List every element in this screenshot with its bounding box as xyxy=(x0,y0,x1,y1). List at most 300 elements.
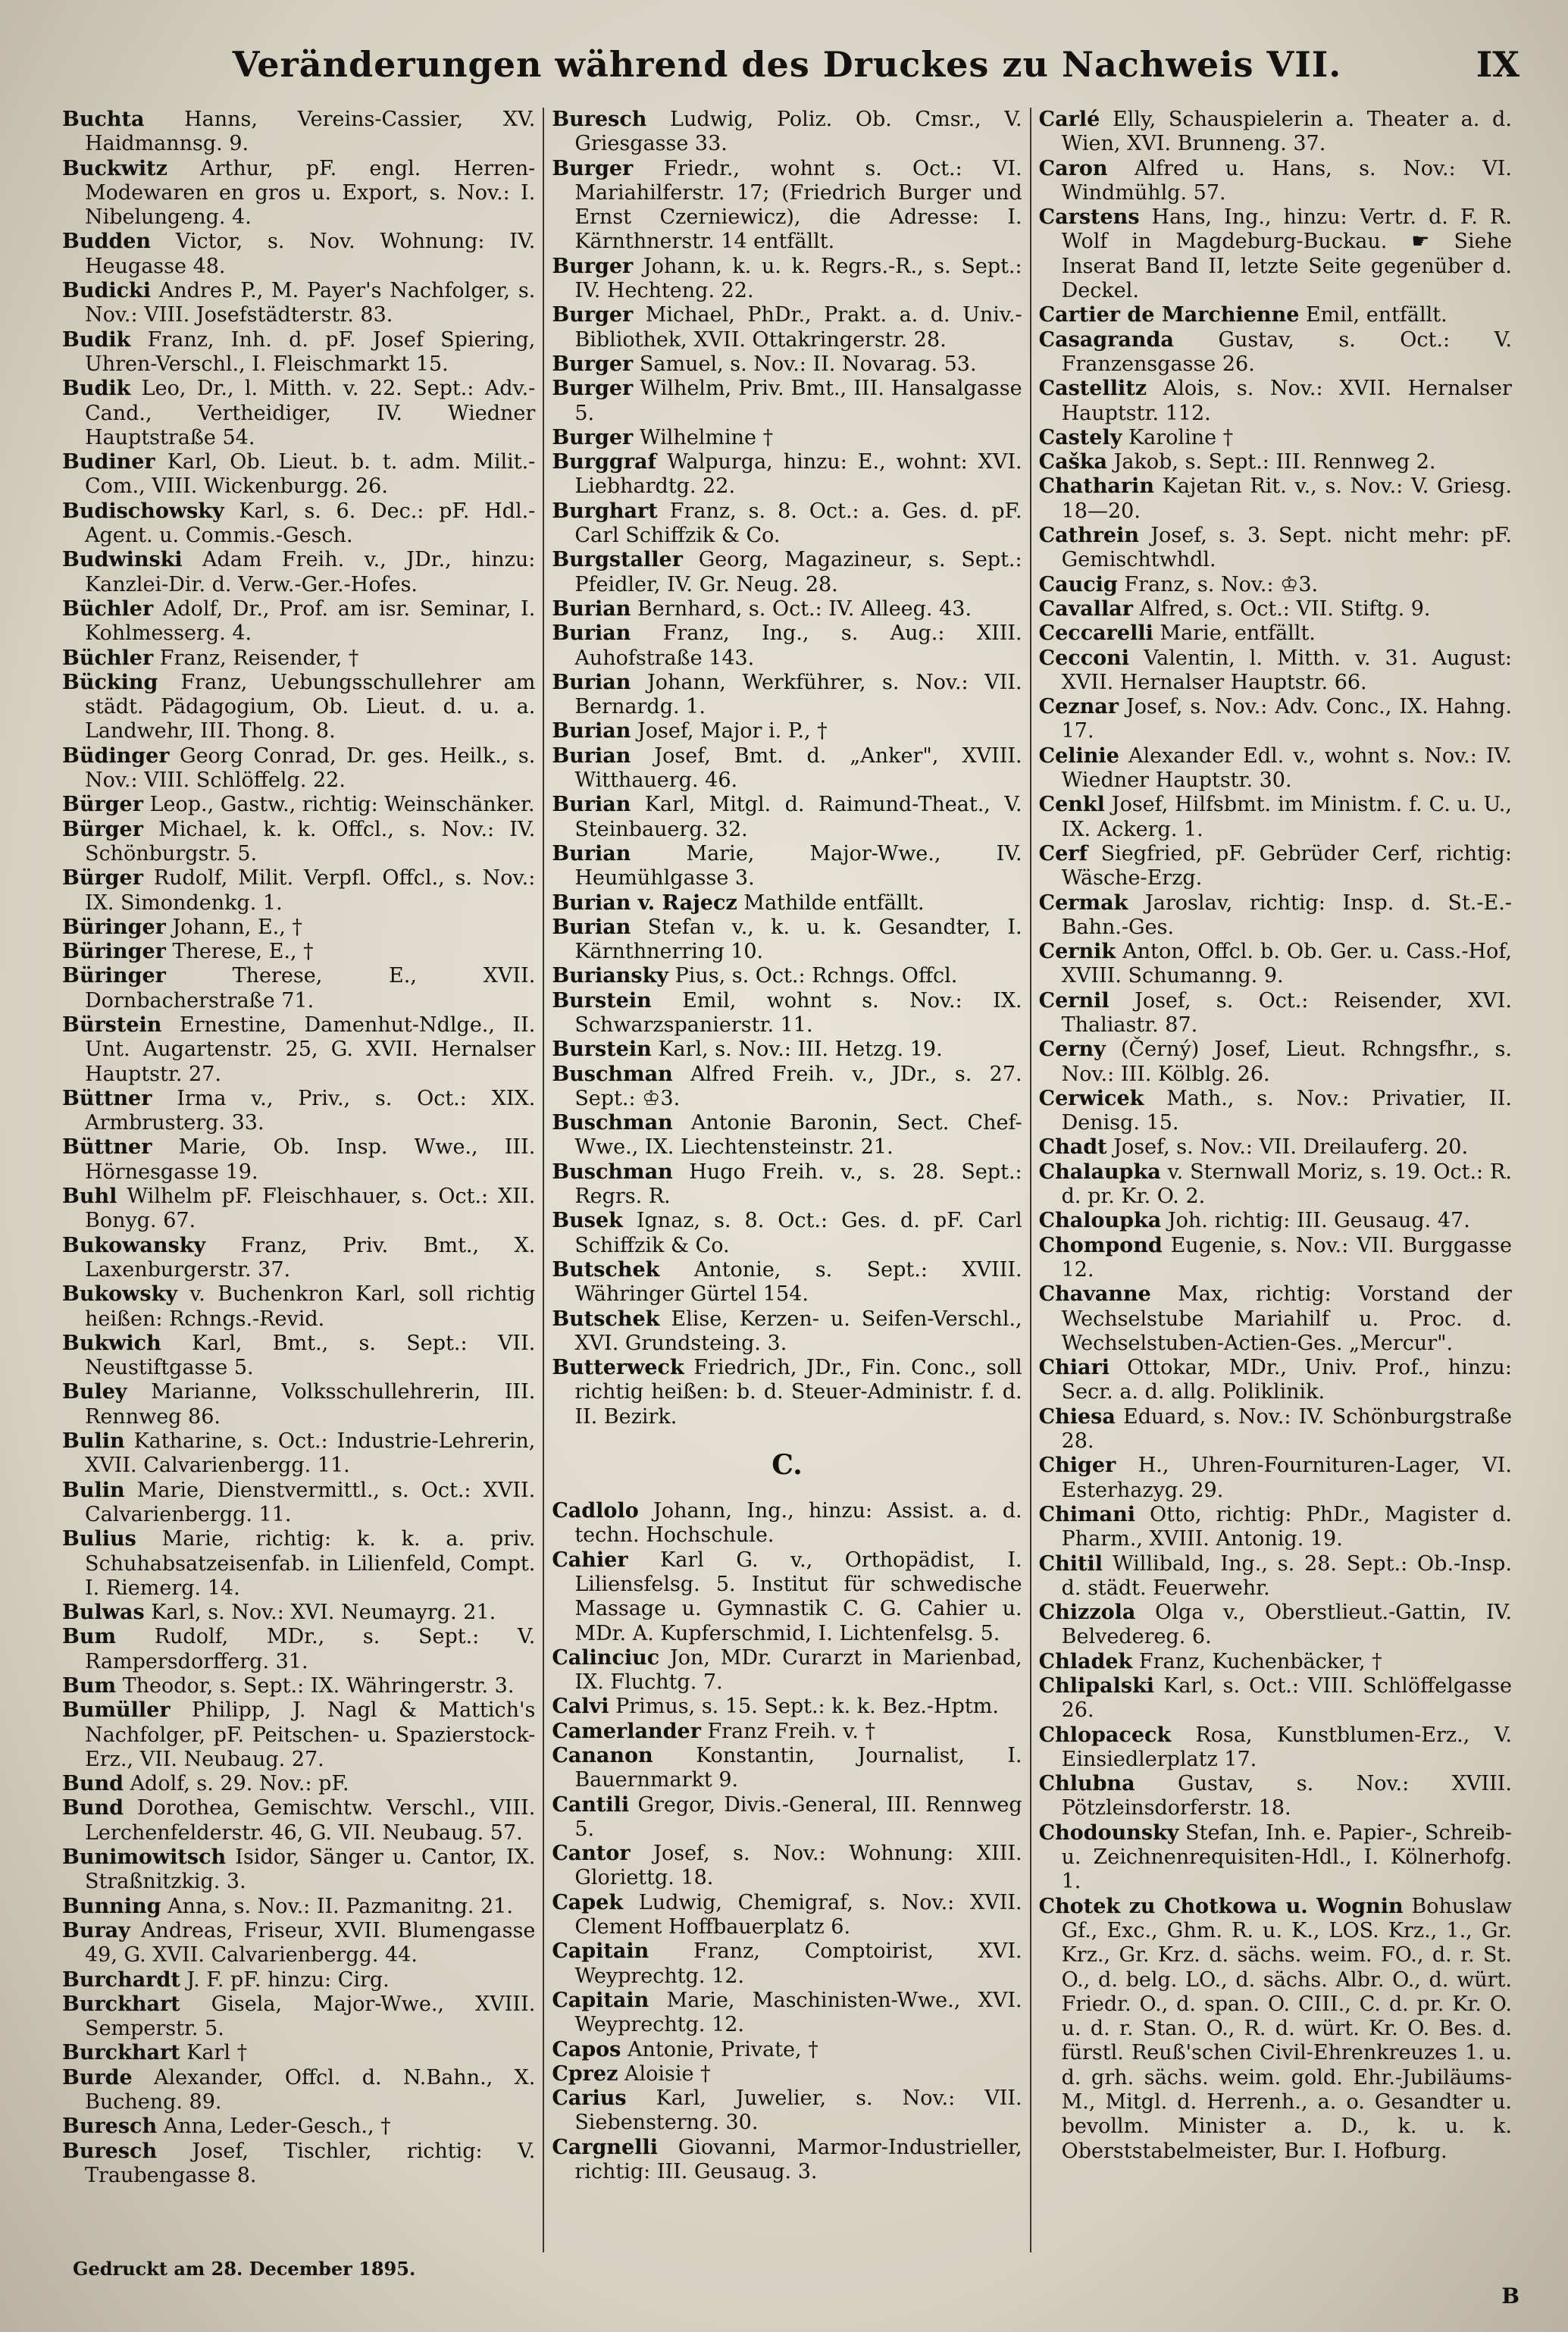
entry-surname: Burian xyxy=(552,670,631,694)
directory-entry xyxy=(552,1499,1022,1548)
entry-details: H., Uhren-Fournituren-Lager, VI. Esterhazyg. 29. xyxy=(1061,1454,1512,1502)
entry-details: Anna, Leder-Gesch., † xyxy=(163,2114,391,2139)
entry-surname: Busek xyxy=(552,1209,623,1233)
entry-surname: Chodounsky xyxy=(1038,1820,1179,1845)
entry-details: Ernestine, Damenhut-Ndlge., II. Unt. Augartenstr. 25, G. XVII. Hernalser Hauptstr. 27. xyxy=(85,1013,536,1086)
entry-details: Katharine, s. Oct.: Industrie-Lehrerin, XVII. Calvarienbergg. 11. xyxy=(85,1429,536,1478)
directory-entry xyxy=(62,1135,535,1185)
entry-details: Marie, entfällt. xyxy=(1160,621,1316,646)
entry-surname: Capitain xyxy=(552,1939,649,1964)
directory-entry xyxy=(1039,1821,1512,1895)
entry-details: Aloisie † xyxy=(624,2061,711,2086)
entry-surname: Casagranda xyxy=(1038,327,1174,352)
directory-entry xyxy=(62,866,535,916)
entry-details: Josef, Major i. P., † xyxy=(637,719,828,743)
entry-details: Alexander Edl. v., wohnt s. Nov.: IV. Wiedner Hauptstr. 30. xyxy=(1061,743,1512,793)
directory-entry xyxy=(1039,328,1512,377)
directory-entry xyxy=(1039,621,1512,646)
entry-surname: Bukowansky xyxy=(62,1233,206,1257)
entry-details: Stefan v., k. u. k. Gesandter, I. Kärnthnerring 10. xyxy=(574,915,1022,964)
entry-details: v. Buchenkron Karl, soll richtig heißen: Rchngs.-Revid. xyxy=(85,1282,536,1331)
directory-entry xyxy=(62,646,535,671)
entry-details: Andreas, Friseur, XVII. Blumengasse 49, G. XVII. Calvarienbergg. 44. xyxy=(85,1918,536,1967)
entry-details: (Černý) Josef, Lieut. Rchngsfhr., s. Nov.: III. Kölblg. 26. xyxy=(1061,1038,1512,1086)
entry-surname: Burian xyxy=(552,621,631,646)
entry-surname: Cerny xyxy=(1038,1038,1106,1062)
entry-surname: Bund xyxy=(62,1772,124,1796)
entry-surname: Budicki xyxy=(62,279,151,303)
directory-entry xyxy=(1039,1087,1512,1136)
directory-entry xyxy=(1039,1601,1512,1650)
signature-mark: B xyxy=(1501,2283,1519,2309)
entry-details: Karl G. v., Orthopädist, I. Liliensfelsg. 5. Institut für schwedische Massage u. Gymnastik C. G. Cahier u. MDr. A. Kupferschmid, I. Lichtenfelsg. 5. xyxy=(574,1548,1022,1645)
entry-surname: Capitain xyxy=(552,1988,649,2012)
entry-surname: Ceccarelli xyxy=(1038,621,1153,646)
entry-surname: Bukwich xyxy=(62,1331,161,1355)
directory-entry xyxy=(1039,303,1512,327)
entry-details: Elly, Schauspielerin a. Theater a. d. Wien, XVI. Brunneng. 37. xyxy=(1061,108,1512,156)
directory-entry xyxy=(1039,793,1512,842)
entry-details: Franz, Comptoirist, XVI. Weyprechtg. 12. xyxy=(574,1939,1022,1988)
directory-entry xyxy=(552,671,1022,720)
directory-entry xyxy=(62,328,535,377)
entry-details: v. Sternwall Moriz, s. 19. Oct.: R. d. pr. Kr. O. 2. xyxy=(1061,1160,1512,1209)
directory-entry xyxy=(552,1720,1022,1744)
entry-details: Irma v., Priv., s. Oct.: XIX. Armbrusterg. 33. xyxy=(85,1086,536,1135)
directory-entry xyxy=(62,964,535,1013)
entry-surname: Butterweck xyxy=(552,1356,684,1380)
entry-details: Samuel, s. Nov.: II. Novarag. 53. xyxy=(639,352,977,376)
entry-surname: Burckhart xyxy=(62,1992,180,2016)
entry-details: Andres P., M. Payer's Nachfolger, s. Nov.: VIII. Josefstädterstr. 83. xyxy=(85,279,536,327)
entry-details: Karl, Juwelier, s. Nov.: VII. Siebensterng. 30. xyxy=(574,2086,1022,2135)
column-left xyxy=(55,108,543,2252)
entry-details: Josef, s. 3. Sept. nicht mehr: pF. Gemischtwhdl. xyxy=(1061,524,1512,572)
entry-surname: Cananon xyxy=(552,1744,653,1767)
directory-entry xyxy=(62,916,535,940)
directory-entry xyxy=(552,377,1022,426)
entry-surname: Cenkl xyxy=(1038,793,1105,817)
directory-entry xyxy=(1039,1282,1512,1356)
directory-entry xyxy=(552,352,1022,377)
print-date: Gedruckt am 28. December 1895. xyxy=(73,2258,416,2280)
page-header xyxy=(55,44,1519,108)
entry-surname: Cadlolo xyxy=(552,1499,639,1523)
directory-entry xyxy=(62,1234,535,1283)
entry-surname: Chalaupka xyxy=(1038,1160,1161,1184)
entry-surname: Chadt xyxy=(1038,1135,1107,1160)
directory-entry xyxy=(552,548,1022,597)
directory-entry xyxy=(62,940,535,964)
directory-entry xyxy=(62,744,535,794)
entry-details: Marie, Dienstvermittl., s. Oct.: XVII. Calvarienbergg. 11. xyxy=(85,1478,536,1526)
entry-surname: Chlopaceck xyxy=(1038,1723,1172,1747)
entry-details: Gregor, Divis.-General, III. Rennweg 5. xyxy=(574,1792,1022,1841)
entry-surname: Capos xyxy=(552,2037,621,2061)
entry-surname: Burger xyxy=(552,303,634,327)
entry-details: Karl, s. Nov.: III. Hetzg. 19. xyxy=(658,1038,943,1062)
entry-surname: Chatharin xyxy=(1038,474,1154,499)
directory-entry xyxy=(1039,1135,1512,1160)
directory-entry xyxy=(552,2062,1022,2086)
entry-surname: Budischowsky xyxy=(62,499,224,523)
entry-details: Ignaz, s. 8. Oct.: Ges. d. pF. Carl Schiffzik & Co. xyxy=(574,1209,1022,1257)
entry-details: Adolf, s. 29. Nov.: pF. xyxy=(130,1772,349,1796)
directory-entry xyxy=(552,989,1022,1038)
entry-details: Stefan, Inh. e. Papier-, Schreib- u. Zeichnenrequisiten-Hdl., I. Kölnerhofg. 1. xyxy=(1061,1820,1512,1894)
directory-entry xyxy=(62,1919,535,1968)
entry-surname: Cermak xyxy=(1038,891,1128,915)
entry-surname: Budik xyxy=(62,327,131,352)
entry-details: Hugo Freih. v., s. 28. Sept.: Regrs. R. xyxy=(574,1160,1022,1209)
directory-entry xyxy=(62,450,535,499)
entry-details: Johann, E., † xyxy=(172,915,302,939)
entry-surname: Burckhart xyxy=(62,2041,180,2065)
directory-entry xyxy=(552,2086,1022,2136)
entry-surname: Büringer xyxy=(62,915,166,939)
entry-surname: Celinie xyxy=(1038,743,1119,768)
entry-details: Ottokar, MDr., Univ. Prof., hinzu: Secr. a. d. allg. Poliklinik. xyxy=(1061,1356,1512,1404)
entry-details: Josef, s. Nov.: Wohnung: XIII. Gloriettg. 18. xyxy=(574,1842,1022,1890)
directory-entry xyxy=(552,1646,1022,1695)
directory-entry xyxy=(1039,695,1512,744)
entry-details: Franz, Priv. Bmt., X. Laxenburgerstr. 37. xyxy=(85,1233,536,1282)
directory-entry xyxy=(1039,1895,1512,2164)
directory-entry xyxy=(62,1380,535,1429)
entry-surname: Cernik xyxy=(1038,940,1116,964)
entry-details: Marie, Maschinisten-Wwe., XVI. Weyprechtg. 12. xyxy=(574,1988,1022,2037)
entry-surname: Calvi xyxy=(552,1695,609,1719)
directory-entry xyxy=(552,303,1022,352)
entry-surname: Chompond xyxy=(1038,1233,1163,1257)
entry-details: Karl, Ob. Lieut. b. t. adm. Milit.-Com., VIII. Wickenburgg. 26. xyxy=(85,450,536,499)
directory-entry xyxy=(62,279,535,328)
entry-surname: Bukowsky xyxy=(62,1282,178,1307)
entry-surname: Caron xyxy=(1038,156,1108,180)
entry-details: Marie, richtig: k. k. a. priv. Schuhabsatzeisenfab. in Lilienfeld, Compt. I. Riemerg. 14. xyxy=(85,1527,536,1600)
entry-surname: Burstein xyxy=(552,1038,652,1062)
directory-entry xyxy=(62,377,535,450)
directory-entry xyxy=(1039,597,1512,621)
entry-details: Josef, s. Nov.: Adv. Conc., IX. Hahng. 17. xyxy=(1061,695,1512,743)
directory-entry xyxy=(1039,1772,1512,1821)
entry-details: Adam Freih. v., JDr., hinzu: Kanzlei-Dir. d. Verw.-Ger.-Hofes. xyxy=(85,548,536,596)
entry-surname: Burian v. Rajecz xyxy=(552,891,737,915)
entry-details: Siegfried, pF. Gebrüder Cerf, richtig: Wäsche-Erzg. xyxy=(1061,841,1512,891)
directory-entry xyxy=(1039,1503,1512,1552)
entry-details: Georg Conrad, Dr. ges. Heilk., s. Nov.: VIII. Schlöffelg. 22. xyxy=(85,743,536,793)
entry-details: Bohuslaw Gf., Exc., Ghm. R. u. K., LOS. Krz., 1., Gr. Krz., Gr. Krz. d. sächs. weim. FO., d. r. St. O., d. belg. LO., d. sächs. Albr. O., d. würt. Friedr. O., d. span. O. CIII., C. d. pr. Kr. O. u. d. r. Stan. O., R. d. würt. Kr. O. Bes. d. fürstl. Reuß'schen Civil-Ehrenkreuzes 1. u. d. grh. sächs. weim. gold. Ehr.-Jubiläums-M., Mitgl. d. Herrenh., a. o. Gesandter u. bevollm. Minister a. D., k. u. k. Oberststabelmeister, Bur. I. Hofburg. xyxy=(1061,1894,1512,2163)
entry-surname: Bulin xyxy=(62,1478,125,1502)
entry-details: Karl, Bmt., s. Sept.: VII. Neustiftgasse 5. xyxy=(85,1331,536,1380)
directory-entry xyxy=(1039,450,1512,474)
entry-details: Primus, s. 15. Sept.: k. k. Bez.-Hptm. xyxy=(615,1695,999,1719)
entry-details: Franz, Inh. d. pF. Josef Spiering, Uhren-Verschl., I. Fleischmarkt 15. xyxy=(85,327,536,376)
directory-entry xyxy=(552,1548,1022,1646)
entry-details: Willibald, Ing., s. 28. Sept.: Ob.-Insp. d. städt. Feuerwehr. xyxy=(1061,1551,1512,1600)
entry-details: J. F. pF. hinzu: Cirg. xyxy=(186,1967,390,1992)
entry-details: Konstantin, Journalist, I. Bauernmarkt 9. xyxy=(574,1744,1022,1792)
entry-surname: Cerf xyxy=(1038,841,1088,866)
directory-entry xyxy=(62,793,535,817)
directory-entry xyxy=(1039,1038,1512,1087)
entry-details: Gustav, s. Nov.: XVIII. Pötzleinsdorferstr. 18. xyxy=(1061,1772,1512,1820)
directory-entry xyxy=(1039,940,1512,989)
directory-entry xyxy=(62,1698,535,1772)
page-number: IX xyxy=(1476,44,1519,85)
entry-surname: Butschek xyxy=(552,1307,660,1331)
entry-details: Alfred Freih. v., JDr., s. 27. Sept.: ♔3. xyxy=(574,1062,1022,1110)
directory-entry xyxy=(552,744,1022,794)
directory-entry xyxy=(62,1013,535,1087)
entry-surname: Chotek zu Chotkowa u. Wognin xyxy=(1038,1894,1404,1918)
entry-surname: Capek xyxy=(552,1890,624,1914)
entry-surname: Bürger xyxy=(62,866,143,891)
entry-surname: Chiger xyxy=(1038,1454,1116,1478)
entry-details: Eugenie, s. Nov.: VII. Burggasse 12. xyxy=(1061,1233,1512,1282)
directory-entry xyxy=(552,499,1022,549)
entry-details: Leop., Gastw., richtig: Weinschänker. xyxy=(149,793,535,817)
entry-surname: Bum xyxy=(62,1674,117,1698)
entry-details: Wilhelm, Priv. Bmt., III. Hansalgasse 5. xyxy=(574,377,1022,425)
entry-details: Olga v., Oberstlieut.-Gattin, IV. Belvedereg. 6. xyxy=(1061,1601,1512,1649)
entry-surname: Burchardt xyxy=(62,1967,180,1992)
entry-surname: Cavallar xyxy=(1038,596,1134,621)
directory-entry xyxy=(1039,1405,1512,1454)
directory-entry xyxy=(62,1185,535,1234)
entry-surname: Bulwas xyxy=(62,1601,145,1625)
entry-surname: Bürger xyxy=(62,793,143,817)
entry-surname: Cargnelli xyxy=(552,2135,658,2159)
entry-surname: Chlipalski xyxy=(1038,1674,1155,1698)
directory-entry xyxy=(1039,205,1512,303)
entry-details: Kajetan Rit. v., s. Nov.: V. Griesg. 18—20. xyxy=(1061,474,1512,523)
entry-surname: Buckwitz xyxy=(62,156,167,180)
directory-entry xyxy=(552,1111,1022,1160)
entry-details: Josef, s. Oct.: Reisender, XVI. Thaliastr. 87. xyxy=(1061,988,1512,1037)
entry-details: Emil, entfällt. xyxy=(1305,303,1448,327)
directory-entry xyxy=(552,793,1022,842)
directory-entry xyxy=(62,1625,535,1674)
entry-surname: Büringer xyxy=(62,940,166,964)
directory-entry xyxy=(1039,474,1512,524)
entry-surname: Caucig xyxy=(1038,572,1118,596)
entry-details: Marianne, Volksschullehrerin, III. Rennweg 86. xyxy=(85,1380,536,1429)
directory-entry xyxy=(552,1939,1022,1989)
entry-surname: Bücking xyxy=(62,670,158,694)
entry-details: Franz, Uebungsschullehrer am städt. Pädagogium, Ob. Lieut. d. u. a. Landwehr, III. Thong. 8. xyxy=(85,670,536,743)
entry-surname: Büttner xyxy=(62,1086,152,1110)
entry-details: Friedr., wohnt s. Oct.: VI. Mariahilferstr. 17; (Friedrich Burger und Ernst Czerniewicz), die Adresse: I. Kärnthnerstr. 14 entfällt. xyxy=(574,156,1022,254)
entry-details: Marie, Major-Wwe., IV. Heumühlgasse 3. xyxy=(574,841,1022,891)
entry-surname: Burde xyxy=(62,2065,133,2089)
page-footer xyxy=(73,2258,1519,2311)
directory-entry xyxy=(1039,1454,1512,1503)
directory-entry xyxy=(62,1332,535,1381)
entry-surname: Burggraf xyxy=(552,450,657,474)
entry-details: Franz, Kuchenbäcker, † xyxy=(1138,1649,1382,1673)
directory-entry xyxy=(1039,1723,1512,1773)
entry-surname: Carlé xyxy=(1038,108,1100,131)
directory-entry xyxy=(62,1479,535,1528)
entry-details: Johann, Werkführer, s. Nov.: VII. Bernardg. 1. xyxy=(574,670,1022,719)
entry-details: Therese, E., † xyxy=(172,940,314,964)
entry-surname: Bürstein xyxy=(62,1013,162,1037)
directory-entry xyxy=(1039,744,1512,794)
directory-entry xyxy=(62,1527,535,1601)
directory-entry xyxy=(552,597,1022,621)
entry-surname: Bürger xyxy=(62,817,143,841)
entry-details: Adolf, Dr., Prof. am isr. Seminar, I. Kohlmesserg. 4. xyxy=(85,596,536,646)
directory-entry xyxy=(552,450,1022,499)
entry-details: Jon, MDr. Curarzt in Marienbad, IX. Fluchtg. 7. xyxy=(574,1645,1022,1695)
directory-entry xyxy=(1039,1234,1512,1283)
entry-surname: Burian xyxy=(552,719,631,743)
entry-surname: Bulin xyxy=(62,1429,125,1454)
directory-entry xyxy=(552,1356,1022,1429)
entry-surname: Carius xyxy=(552,2086,627,2111)
entry-surname: Caška xyxy=(1038,450,1108,474)
entry-details: Michael, PhDr., Prakt. a. d. Univ.-Bibliothek, XVII. Ottakringerstr. 28. xyxy=(574,303,1022,352)
entry-details: Therese, E., XVII. Dornbacherstraße 71. xyxy=(85,964,536,1013)
directory-entry xyxy=(1039,1209,1512,1233)
entry-details: Theodor, s. Sept.: IX. Währingerstr. 3. xyxy=(122,1674,515,1698)
entry-surname: Chlubna xyxy=(1038,1772,1135,1796)
directory-entry xyxy=(552,1989,1022,2038)
directory-entry xyxy=(62,157,535,230)
section-letter: C. xyxy=(771,1449,803,1482)
directory-entry xyxy=(552,2038,1022,2062)
directory-entry xyxy=(1039,1160,1512,1210)
entry-surname: Buschman xyxy=(552,1160,673,1184)
entry-surname: Buhl xyxy=(62,1185,117,1209)
entry-surname: Camerlander xyxy=(552,1719,701,1743)
entry-surname: Buschman xyxy=(552,1062,673,1086)
directory-entry xyxy=(1039,1650,1512,1674)
entry-surname: Chavanne xyxy=(1038,1282,1151,1307)
entry-surname: Burstein xyxy=(552,988,652,1013)
entry-surname: Chladek xyxy=(1038,1649,1133,1673)
entry-surname: Bunimowitsch xyxy=(62,1845,227,1870)
entry-details: Hans, Ing., hinzu: Vertr. d. F. R. Wolf in Magdeburg-Buckau. ☛ Siehe Inserat Band II, letzte Seite gegenüber d. Deckel. xyxy=(1061,205,1512,303)
directory-entry xyxy=(62,548,535,597)
entry-surname: Burian xyxy=(552,793,631,817)
directory-entry xyxy=(552,964,1022,988)
directory-entry xyxy=(552,1038,1022,1062)
directory-entry xyxy=(552,1891,1022,1940)
entry-details: Josef, Hilfsbmt. im Ministm. f. C. u. U., IX. Ackerg. 1. xyxy=(1061,793,1512,841)
directory-entry xyxy=(1039,891,1512,941)
entry-details: Isidor, Sänger u. Cantor, IX. Straßnitzkig. 3. xyxy=(85,1845,536,1894)
entry-surname: Buriansky xyxy=(552,964,668,988)
entry-details: Marie, Ob. Insp. Wwe., III. Hörnesgasse 19. xyxy=(85,1135,536,1184)
entry-surname: Burghart xyxy=(552,499,658,523)
entry-details: Johann, Ing., hinzu: Assist. a. d. techn. Hochschule. xyxy=(574,1499,1022,1548)
directory-entry xyxy=(1039,1356,1512,1405)
entry-details: Arthur, pF. engl. Herren-Modewaren en gros u. Export, s. Nov.: I. Nibelungeng. 4. xyxy=(85,156,536,230)
directory-entry xyxy=(552,1695,1022,1719)
entry-details: Pius, s. Oct.: Rchngs. Offcl. xyxy=(674,964,958,988)
entry-surname: Burger xyxy=(552,156,634,180)
entry-details: Friedrich, JDr., Fin. Conc., soll richtig heißen: b. d. Steuer-Administr. f. d. II. Bezirk. xyxy=(574,1356,1022,1429)
directory-entry xyxy=(62,499,535,549)
directory-entry xyxy=(552,719,1022,743)
entry-surname: Burger xyxy=(552,425,634,449)
entry-surname: Cathrein xyxy=(1038,524,1140,548)
entry-details: Math., s. Nov.: Privatier, II. Denisg. 15. xyxy=(1061,1086,1512,1135)
directory-entry xyxy=(552,891,1022,916)
directory-entry xyxy=(62,671,535,744)
directory-entry xyxy=(62,1895,535,1919)
directory-entry xyxy=(1039,1552,1512,1601)
entry-surname: Cahier xyxy=(552,1548,628,1572)
directory-entry xyxy=(62,1282,535,1332)
directory-entry xyxy=(552,1744,1022,1793)
directory-entry xyxy=(552,1063,1022,1112)
running-title: Veränderungen während des Druckes zu Nachweis VII. xyxy=(232,44,1342,85)
entry-surname: Chiesa xyxy=(1038,1404,1116,1429)
entry-surname: Budik xyxy=(62,377,131,401)
directory-entry xyxy=(552,1307,1022,1357)
entry-details: Mathilde entfällt. xyxy=(743,891,925,915)
entry-details: Valentin, l. Mitth. v. 31. August: XVII. Hernalser Hauptstr. 66. xyxy=(1061,646,1512,694)
entry-details: Elise, Kerzen- u. Seifen-Verschl., XVI. Grundsteing. 3. xyxy=(574,1307,1022,1355)
entry-details: Jakob, s. Sept.: III. Rennweg 2. xyxy=(1113,450,1436,474)
directory-entry xyxy=(552,916,1022,965)
entry-surname: Burger xyxy=(552,377,634,401)
entry-surname: Buresch xyxy=(552,108,647,131)
directory-entry xyxy=(552,621,1022,671)
directory-entry xyxy=(1039,989,1512,1038)
entry-surname: Büchler xyxy=(62,596,154,621)
directory-entry xyxy=(62,1674,535,1698)
directory-columns xyxy=(55,108,1519,2252)
entry-surname: Castellitz xyxy=(1038,377,1147,401)
directory-entry xyxy=(62,1992,535,2042)
column-right xyxy=(1031,108,1519,2252)
entry-details: Karl, s. Nov.: XVI. Neumayrg. 21. xyxy=(151,1601,496,1625)
entry-surname: Budwinski xyxy=(62,548,183,572)
directory-entry xyxy=(552,2136,1022,2185)
entry-surname: Chizzola xyxy=(1038,1601,1136,1625)
entry-surname: Castely xyxy=(1038,425,1122,449)
directory-entry xyxy=(62,1845,535,1895)
directory-entry xyxy=(62,818,535,867)
entry-surname: Buchta xyxy=(62,108,145,131)
entry-details: Rudolf, MDr., s. Sept.: V. Rampersdorfferg. 31. xyxy=(85,1625,536,1673)
entry-details: Gisela, Major-Wwe., XVIII. Semperstr. 5. xyxy=(85,1992,536,2041)
entry-surname: Budden xyxy=(62,230,152,254)
entry-surname: Bund xyxy=(62,1796,124,1820)
entry-details: Walpurga, hinzu: E., wohnt: XVI. Liebhardtg. 22. xyxy=(574,450,1022,499)
entry-details: Antonie, s. Sept.: XVIII. Währinger Gürtel 154. xyxy=(574,1257,1022,1307)
column-middle xyxy=(543,108,1031,2252)
entry-surname: Chaloupka xyxy=(1038,1209,1162,1233)
entry-surname: Burger xyxy=(552,254,634,278)
entry-surname: Chiari xyxy=(1038,1356,1109,1380)
directory-entry xyxy=(552,1258,1022,1307)
entry-surname: Ceznar xyxy=(1038,695,1119,719)
entry-details: Emil, wohnt s. Nov.: IX. Schwarzspanierstr. 11. xyxy=(574,988,1022,1037)
entry-details: Hanns, Vereins-Cassier, XV. Haidmannsg. 9. xyxy=(85,108,536,156)
directory-entry xyxy=(1039,157,1512,206)
entry-surname: Buschman xyxy=(552,1111,673,1135)
entry-surname: Burger xyxy=(552,352,634,376)
directory-entry xyxy=(62,1429,535,1479)
entry-surname: Calinciuc xyxy=(552,1645,660,1670)
entry-details: Anton, Offcl. b. Ob. Ger. u. Cass.-Hof, XVIII. Schumanng. 9. xyxy=(1061,940,1512,988)
entry-details: Wilhelm pF. Fleischhauer, s. Oct.: XII. Bonyg. 67. xyxy=(85,1185,536,1233)
